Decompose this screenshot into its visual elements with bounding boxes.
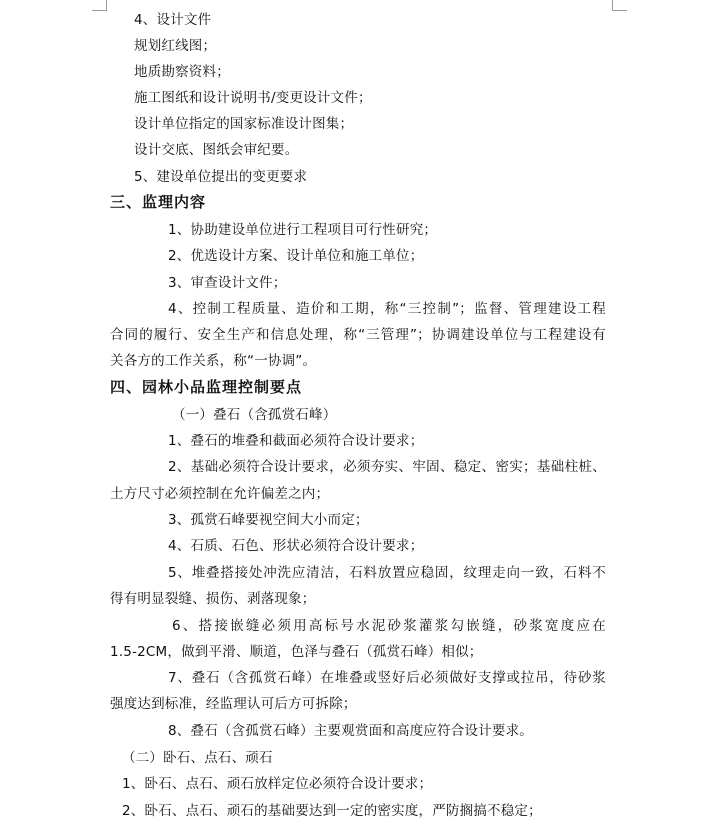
section-heading: 四、园林小品监理控制要点: [110, 378, 303, 396]
text-line: 施工图纸和设计说明书/变更设计文件；: [134, 90, 372, 106]
text-line: 2、优选设计方案、设计单位和施工单位；: [168, 248, 424, 264]
text-line: 5、建设单位提出的变更要求: [134, 169, 308, 185]
text-line: 6、搭接嵌缝必须用高标号水泥砂浆灌浆勾嵌缝，砂浆宽度应在: [172, 618, 606, 634]
text-line: 规划红线图；: [134, 38, 217, 54]
text-line: 4、石质、石色、形状必须符合设计要求；: [168, 538, 424, 554]
text-line: 5、堆叠搭接处冲洗应清洁，石料放置应稳固，纹理走向一致，石料不: [168, 565, 606, 581]
text-line: 1、叠石的堆叠和截面必须符合设计要求；: [168, 433, 424, 449]
text-line: 4、控制工程质量、造价和工期，称“三控制”；监督、管理建设工程: [168, 301, 606, 317]
text-line: 1.5-2CM，做到平滑、顺道，色泽与叠石（孤赏石峰）相似；: [110, 644, 483, 660]
subsection-heading: （一）叠石（含孤赏石峰）: [172, 407, 337, 423]
text-line: 得有明显裂缝、损伤、剥落现象；: [110, 591, 316, 607]
subsection-heading: （二）卧石、点石、顽石: [122, 750, 273, 766]
text-line: 地质勘察资料；: [134, 64, 230, 80]
text-line: 关各方的工作关系，称“一协调”。: [110, 353, 317, 369]
text-line: 2、基础必须符合设计要求，必须夯实、牢固、稳定、密实；基础柱桩、: [168, 459, 606, 475]
text-line: 3、审查设计文件；: [168, 275, 287, 291]
margin-marker-right: [612, 0, 627, 11]
text-line: 4、设计文件: [134, 12, 212, 28]
text-line: 合同的履行、安全生产和信息处理，称“三管理”；协调建设单位与工程建设有: [110, 327, 606, 343]
text-line: 2、卧石、点石、顽石的基础要达到一定的密实度，严防搁搞不稳定；: [122, 803, 542, 819]
text-line: 设计交底、图纸会审纪要。: [134, 142, 299, 158]
text-line: 强度达到标准，经监理认可后方可拆除；: [110, 696, 357, 712]
text-line: 1、协助建设单位进行工程项目可行性研究；: [168, 222, 438, 238]
section-heading: 三、监理内容: [110, 193, 207, 211]
margin-marker-left: [92, 0, 107, 11]
text-line: 土方尺寸必须控制在允许偏差之内；: [110, 486, 330, 502]
text-line: 8、叠石（含孤赏石峰）主要观赏面和高度应符合设计要求。: [168, 723, 533, 739]
text-line: 3、孤赏石峰要视空间大小而定；: [168, 512, 369, 528]
text-line: 1、卧石、点石、顽石放样定位必须符合设计要求；: [122, 776, 433, 792]
text-line: 7、叠石（含孤赏石峰）在堆叠或竖好后必须做好支撑或拉吊，待砂浆: [168, 670, 606, 686]
text-line: 设计单位指定的国家标准设计图集；: [134, 116, 354, 132]
